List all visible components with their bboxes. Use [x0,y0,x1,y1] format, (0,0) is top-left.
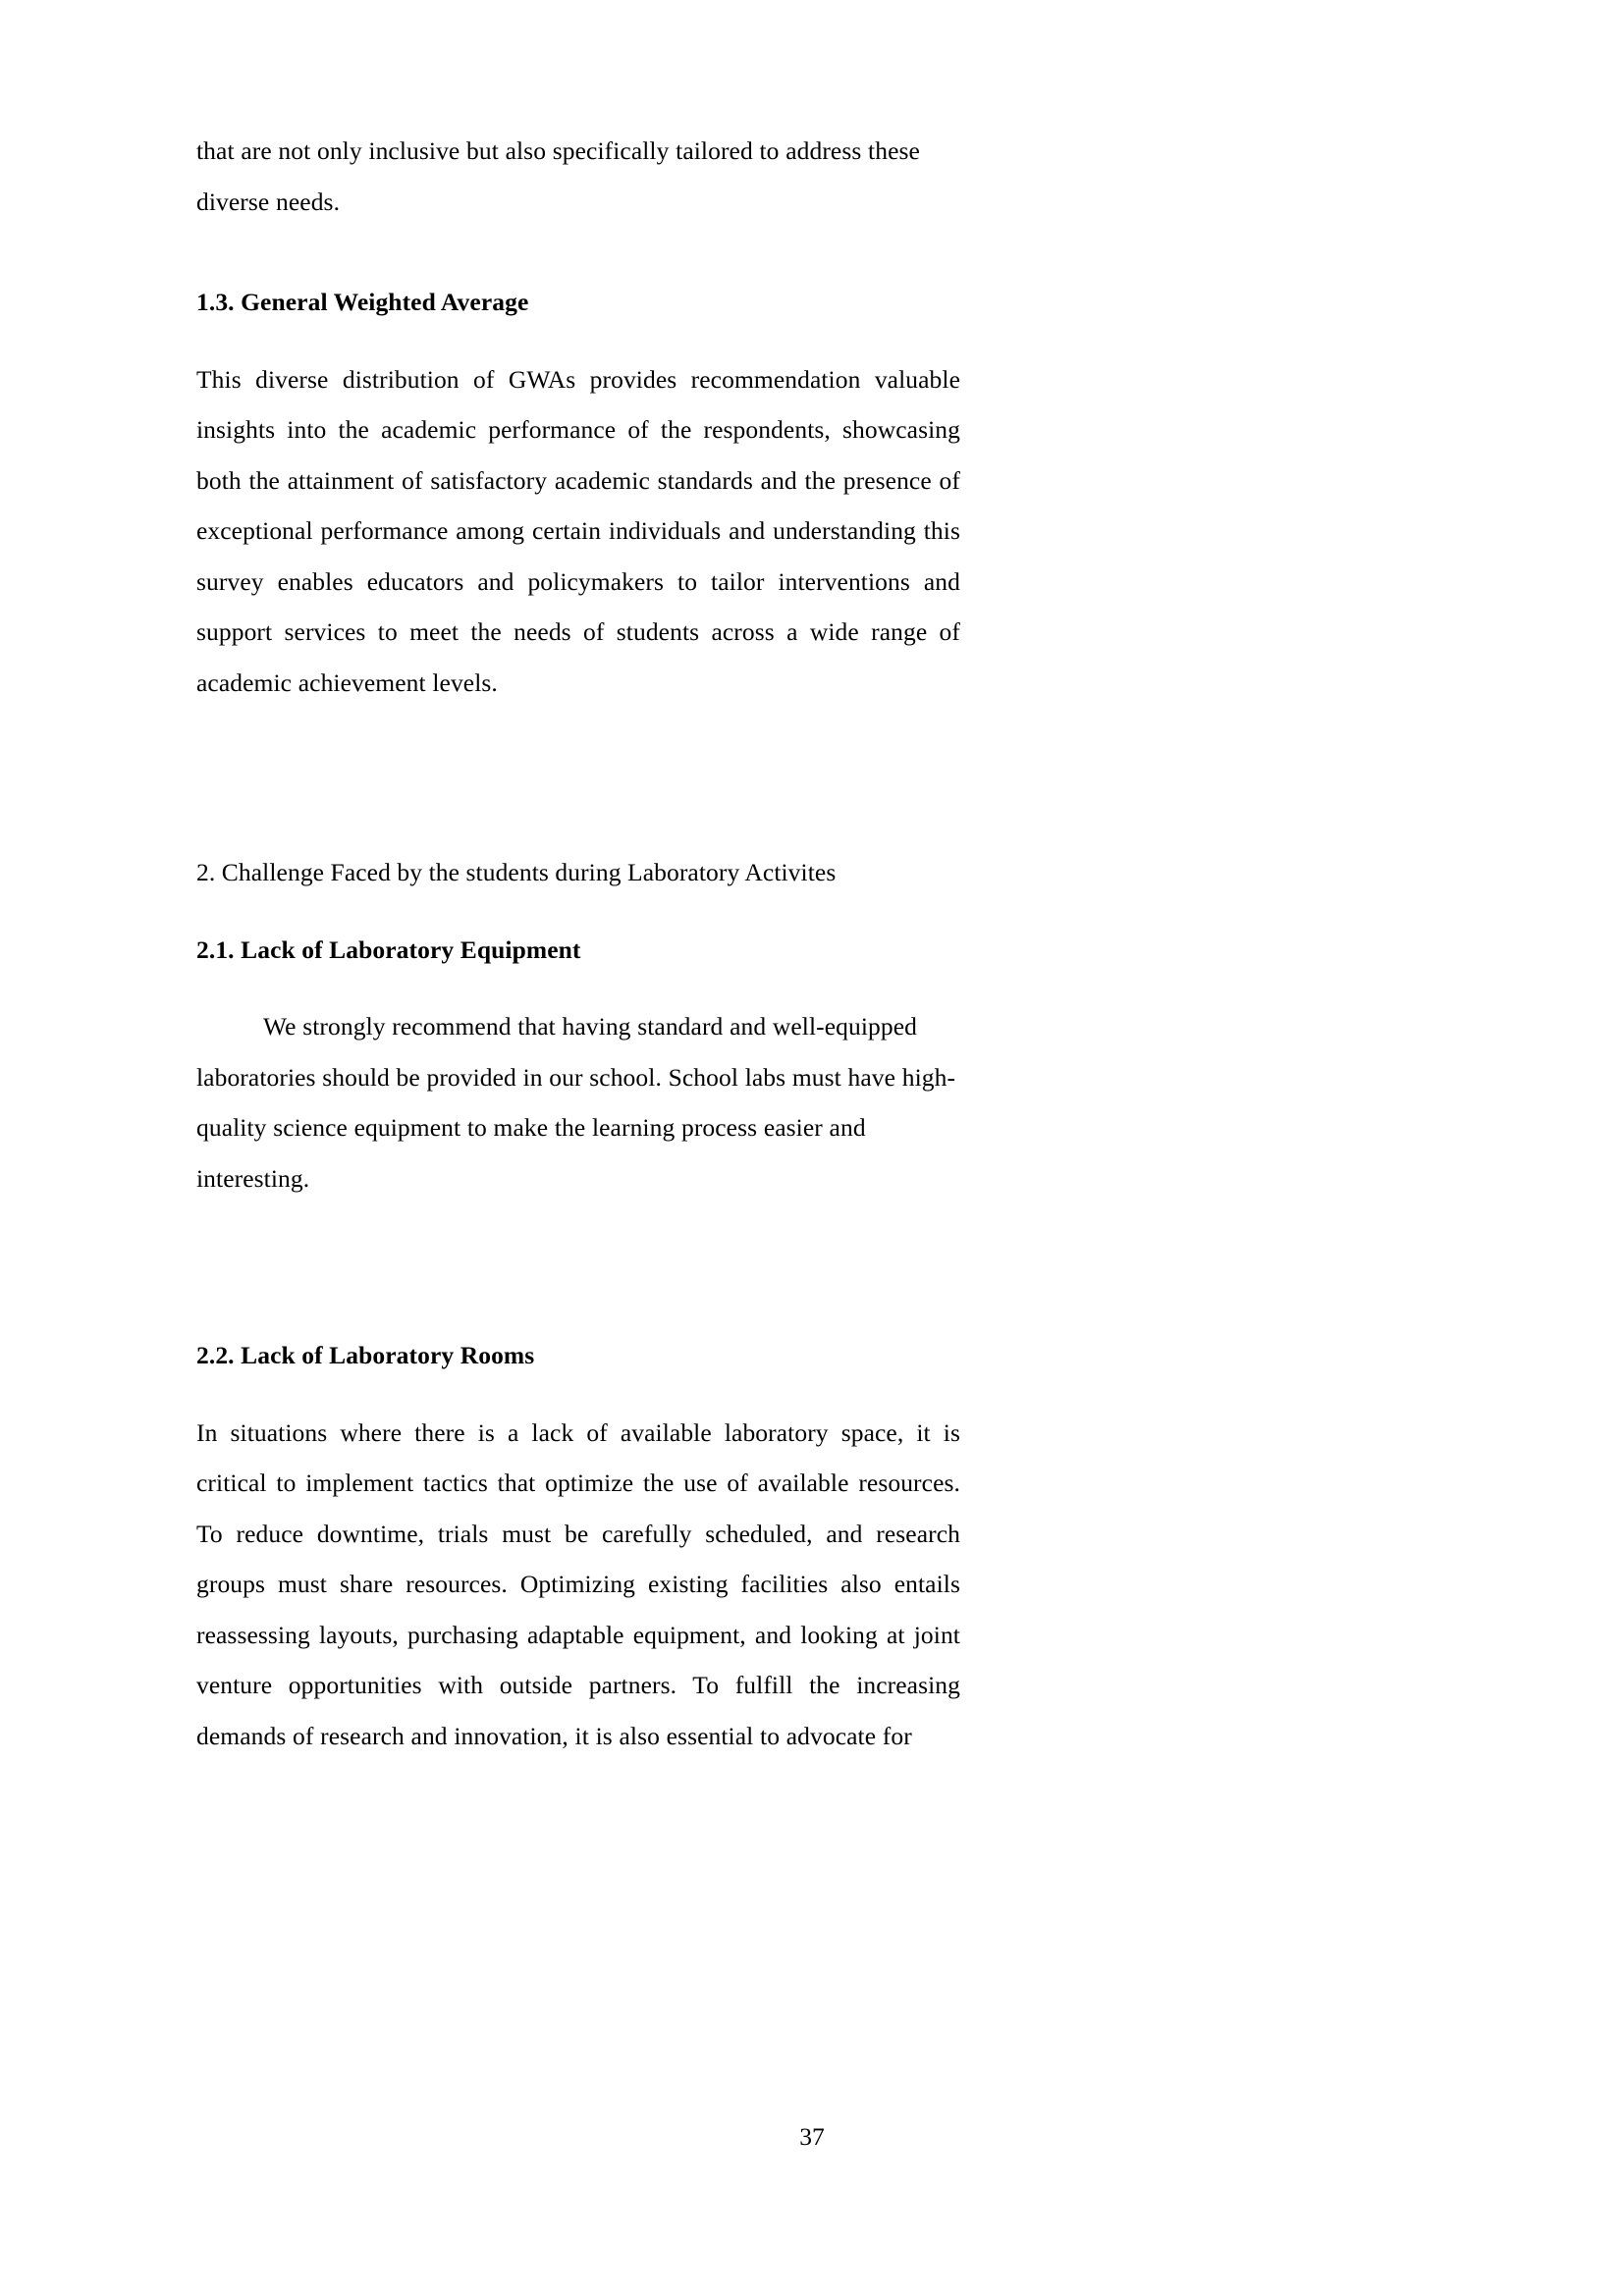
paragraph-lack-of-laboratory-equipment: We strongly recommend that having standard and well-equipped laboratories should be provided in our school. School labs must have high-quality science equipment to make the learning process easier and interesting. [196,1012,956,1193]
paragraph-lack-of-laboratory-rooms: In situations where there is a lack of available laboratory space, it is critical to implement tactics that optimize the use of available resources. To reduce downtime, trials must be carefully scheduled, and research groups must share resources. Optimizing existing facilities also entails reassessing layouts, purchasing adaptable equipment, and looking at joint venture opportunities with outside partners. To fulfill the increasing demands of research and innovation, it is also essential to advocate for [196,1417,960,1750]
spacer [196,731,960,847]
heading-2-1-lack-of-laboratory-equipment: 2.1. Lack of Laboratory Equipment [196,934,581,964]
spacer [196,1381,960,1408]
paragraph-general-weighted-average: This diverse distribution of GWAs provides recommendation valuable insights into the academic performance of the respondents, showcasing both the attainment of satisfactory academic standards and the presence of exceptional performance among certain individuals and understanding this survey enables educators and policymakers to tailor interventions and support services to meet the needs of students across a wide range of academic achievement levels. [196,364,960,697]
page-content-column [196,126,960,1785]
heading-1-3-general-weighted-average: 1.3. General Weighted Average [196,288,529,316]
page-number: 37 [799,2122,825,2151]
continuation-paragraph: that are not only inclusive but also specifically tailored to address these diverse needs. [196,136,920,216]
spacer [196,898,960,925]
spacer [196,328,960,354]
section-2-challenge-faced-line: 2. Challenge Faced by the students during Laboratory Activites [196,858,837,886]
heading-2-2-lack-of-laboratory-rooms: 2.2. Lack of Laboratory Rooms [196,1341,535,1369]
spacer [196,1227,960,1330]
spacer [196,975,960,1001]
spacer [196,250,960,277]
